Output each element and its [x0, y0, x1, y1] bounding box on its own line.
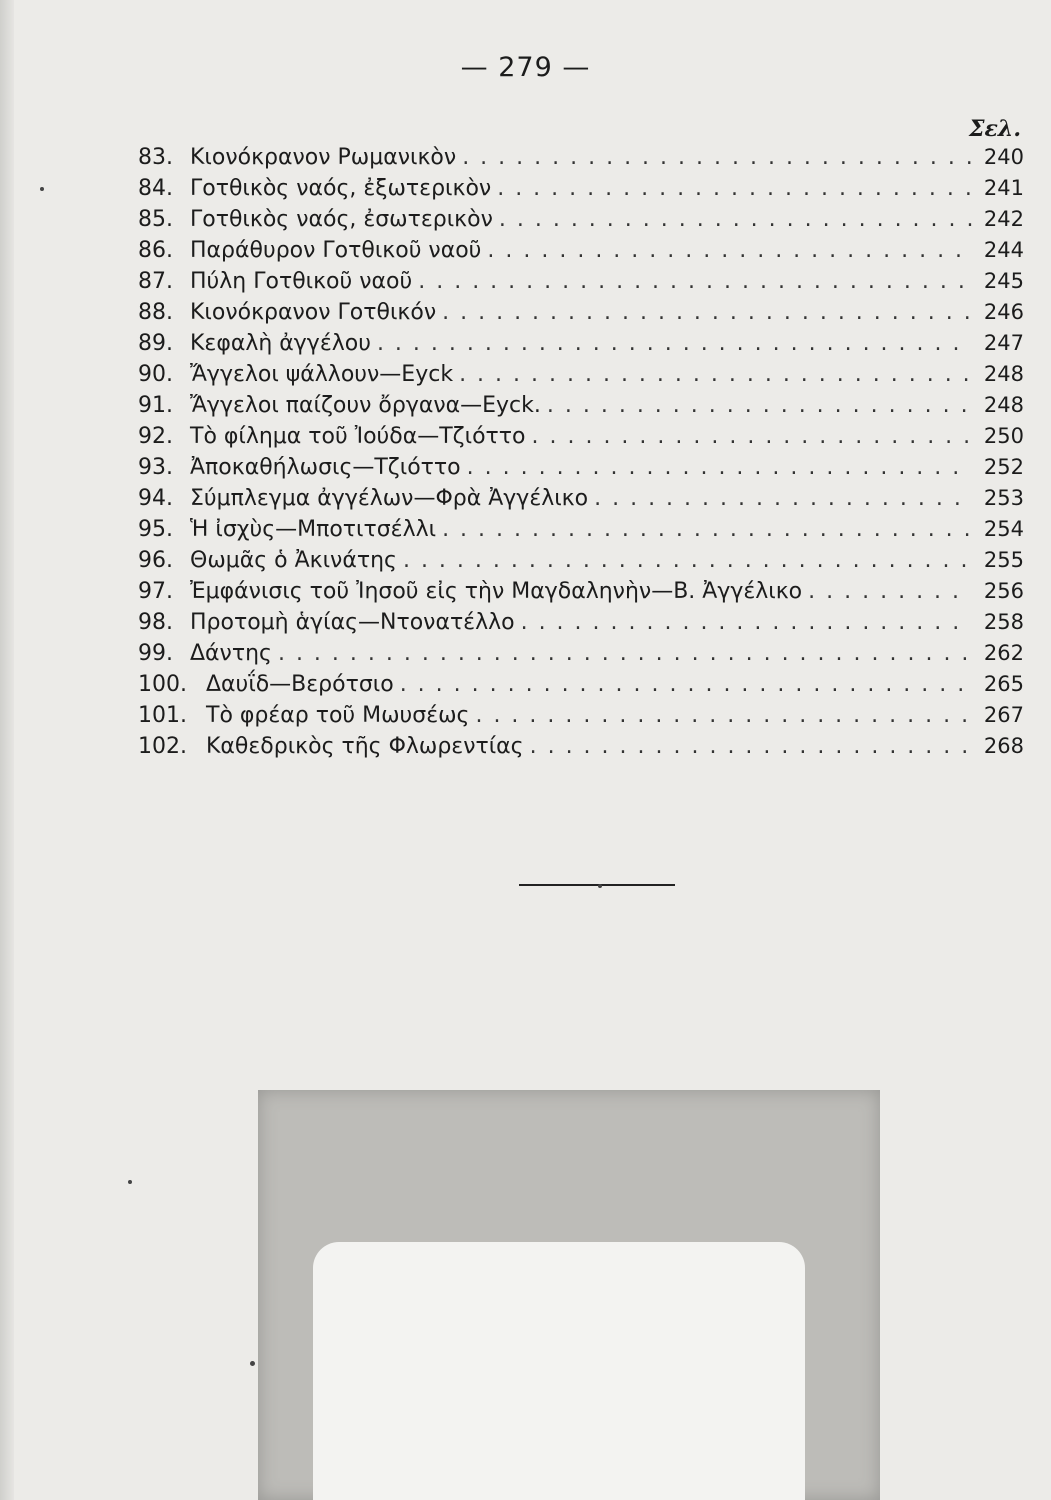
entry-number: 83. — [138, 145, 173, 170]
entry-page: 254 — [983, 517, 1024, 541]
entry-page: 247 — [983, 331, 1024, 355]
toc-entry — [138, 486, 1024, 517]
entry-number: 100. — [138, 672, 187, 697]
entry-page: 242 — [983, 207, 1024, 231]
entry-page: 255 — [983, 548, 1024, 572]
toc-entry — [138, 672, 1024, 703]
entry-number: 95. — [138, 517, 173, 542]
print-speck — [250, 1361, 255, 1366]
entry-page: 240 — [983, 145, 1024, 169]
entry-page: 245 — [983, 269, 1024, 293]
entry-title: Ἀποκαθήλωσις—Τζιόττο — [190, 455, 461, 480]
entry-page: 267 — [983, 703, 1024, 727]
entry-page: 268 — [983, 734, 1024, 758]
entry-title: Δαυΐδ—Βερότσιο — [206, 672, 394, 697]
toc-entry — [138, 393, 1024, 424]
toc-entry — [138, 579, 1024, 610]
toc-entry — [138, 269, 1024, 300]
page-edge — [0, 0, 14, 1500]
toc-entry — [138, 300, 1024, 331]
entry-title: Γοτθικὸς ναός, ἐσωτερικὸν — [190, 207, 493, 232]
leader-dots — [532, 424, 973, 449]
entry-title: Σύμπλεγμα ἀγγέλων—Φρὰ Ἀγγέλικο — [190, 486, 589, 511]
entry-title: Ἄγγελοι ψάλλουν—Eyck — [190, 362, 454, 387]
entry-page: 258 — [983, 610, 1024, 634]
entry-number: 97. — [138, 579, 173, 604]
entry-title: Κιονόκρανον Ρωμανικὸν — [190, 145, 457, 170]
entry-number: 90. — [138, 362, 173, 387]
entry-number: 94. — [138, 486, 173, 511]
leader-dots — [547, 393, 972, 418]
entry-title: Τὸ φίλημα τοῦ Ἰούδα—Τζιόττο — [190, 424, 526, 449]
entry-title: Ἡ ἰσχὺς—Μποτιτσέλλι — [190, 517, 437, 542]
entry-number: 92. — [138, 424, 173, 449]
entry-page: 250 — [983, 424, 1024, 448]
entry-page: 262 — [983, 641, 1024, 665]
leader-dots — [462, 145, 972, 170]
leader-dots — [278, 641, 972, 666]
leader-dots — [400, 672, 972, 697]
entry-title: Θωμᾶς ὁ Ἀκινάτης — [190, 548, 397, 573]
entry-number: 85. — [138, 207, 173, 232]
entry-number: 89. — [138, 331, 173, 356]
toc-entry — [138, 610, 1024, 641]
entry-number: 98. — [138, 610, 173, 635]
leader-dots — [377, 331, 972, 356]
toc-entry — [138, 703, 1024, 734]
entry-title: Προτομὴ ἁγίας—Ντονατέλλο — [190, 610, 515, 635]
leader-dots — [442, 300, 972, 325]
toc-entry — [138, 145, 1024, 176]
entry-number: 99. — [138, 641, 173, 666]
entry-number: 84. — [138, 176, 173, 201]
entry-page: 248 — [983, 393, 1024, 417]
entry-number: 86. — [138, 238, 173, 263]
entry-title: Ἐμφάνισις τοῦ Ἰησοῦ εἰς τὴν Μαγδαληνὴν—Β. Ἀγγέλικο — [190, 579, 803, 604]
toc-entry — [138, 362, 1024, 393]
toc-entry — [138, 176, 1024, 207]
page-column-header: Σελ. — [968, 116, 1021, 142]
library-stamp — [258, 1090, 880, 1500]
leader-dots — [418, 269, 972, 294]
entry-title: Ἄγγελοι παίζουν ὄργανα—Eyck. — [190, 393, 541, 418]
entry-page: 252 — [983, 455, 1024, 479]
toc-entry — [138, 641, 1024, 672]
entry-title: Δάντης — [190, 641, 272, 666]
leader-dots — [475, 703, 972, 728]
leader-dots — [594, 486, 972, 511]
table-of-contents — [138, 145, 1024, 765]
leader-dots — [530, 734, 972, 759]
leader-dots — [521, 610, 972, 635]
leader-dots — [497, 176, 972, 201]
page-number: — 279 — — [460, 52, 591, 83]
leader-dots — [808, 579, 972, 604]
entry-title: Καθεδρικὸς τῆς Φλωρεντίας — [206, 734, 524, 759]
entry-page: 265 — [983, 672, 1024, 696]
section-divider — [519, 884, 675, 886]
entry-title: Πύλη Γοτθικοῦ ναοῦ — [190, 269, 413, 294]
toc-entry — [138, 424, 1024, 455]
stamp-label-area — [313, 1242, 805, 1500]
entry-number: 102. — [138, 734, 187, 759]
toc-entry — [138, 207, 1024, 238]
leader-dots — [442, 517, 972, 542]
entry-title: Κιονόκρανον Γοτθικόν — [190, 300, 437, 325]
entry-number: 93. — [138, 455, 173, 480]
leader-dots — [403, 548, 972, 573]
print-speck — [40, 187, 44, 191]
entry-number: 91. — [138, 393, 173, 418]
entry-page: 253 — [983, 486, 1024, 510]
entry-number: 88. — [138, 300, 173, 325]
entry-title: Κεφαλὴ ἀγγέλου — [190, 331, 371, 356]
entry-title: Τὸ φρέαρ τοῦ Μωυσέως — [206, 703, 470, 728]
toc-entry — [138, 455, 1024, 486]
entry-number: 96. — [138, 548, 173, 573]
toc-entry — [138, 548, 1024, 579]
print-speck — [128, 1180, 132, 1184]
leader-dots — [487, 238, 972, 263]
leader-dots — [467, 455, 972, 480]
entry-title: Γοτθικὸς ναός, ἐξωτερικὸν — [190, 176, 492, 201]
entry-title: Παράθυρον Γοτθικοῦ ναοῦ — [190, 238, 482, 263]
leader-dots — [499, 207, 972, 232]
entry-page: 246 — [983, 300, 1024, 324]
toc-entry — [138, 734, 1024, 765]
print-speck — [598, 884, 602, 888]
entry-page: 241 — [983, 176, 1024, 200]
toc-entry — [138, 517, 1024, 548]
entry-page: 248 — [983, 362, 1024, 386]
leader-dots — [459, 362, 972, 387]
entry-page: 256 — [983, 579, 1024, 603]
entry-page: 244 — [983, 238, 1024, 262]
toc-entry — [138, 331, 1024, 362]
entry-number: 87. — [138, 269, 173, 294]
toc-entry — [138, 238, 1024, 269]
entry-number: 101. — [138, 703, 187, 728]
